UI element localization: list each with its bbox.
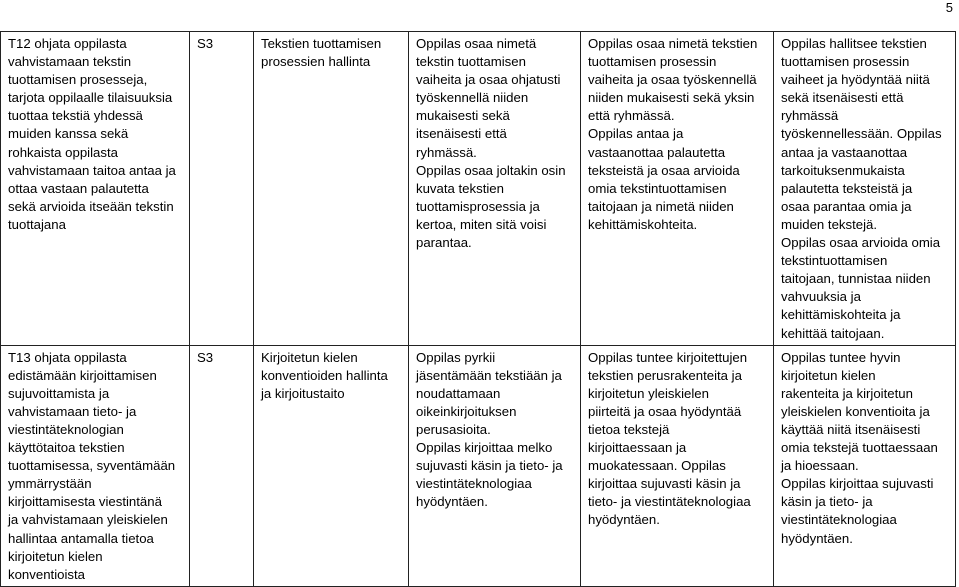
assessment-criteria-table bbox=[0, 31, 956, 587]
criteria-7-text: Oppilas osaa nimetä tekstien tuottamisen prosessin vaiheita ja osaa työskennellä niiden mukaisesti sekä yksin että ryhmässä. Oppilas antaa ja vastaanottaa palautetta teksteistä ja osaa arvioida omia tekstintuottamisen taitojaan ja nimetä niiden kehittämiskohteita. bbox=[588, 36, 758, 232]
criteria-8-cell bbox=[774, 345, 956, 586]
content-area-code: S3 bbox=[197, 36, 214, 51]
criteria-8-cell bbox=[774, 32, 956, 346]
criteria-5-text: Oppilas osaa nimetä tekstin tuottamisen vaiheita ja osaa ohjatusti työskennellä niiden mukaisesti sekä itsenäisesti että ryhmässä. Oppilas osaa joltakin osin kuvata tekstien tuottamisprosessia ja kertoa, miten sitä voisi parantaa. bbox=[416, 36, 566, 251]
goal-cell bbox=[1, 345, 190, 586]
goal-text: T12 ohjata oppilasta vahvistamaan tekstin tuottamisen prosesseja, tarjota oppilaalle tilaisuuksia tuottaa tekstiä yhdessä muiden kanssa sekä rohkaista oppilasta vahvistamaan taitoa antaa ja ottaa vastaan palautetta sekä arvioida itseään tekstin tuottajana bbox=[8, 36, 176, 232]
criteria-8-text: Oppilas hallitsee tekstien tuottamisen prosessin vaiheet ja hyödyntää niitä sekä itsenäisesti että ryhmässä työskennellessään. Oppilas antaa ja vastaanottaa tarkoituksenmukaista palautetta teksteistä ja osaa parantaa omia ja muiden tekstejä. Oppilas osaa arvioida omia tekstintuottamisen taitojaan, tunnistaa niiden vahvuuksia ja kehittämiskohteita ja kehittää taitojaan. bbox=[781, 36, 942, 341]
content-area-name-cell bbox=[254, 32, 409, 346]
goal-text: T13 ohjata oppilasta edistämään kirjoittamisen sujuvoittamista ja vahvistamaan tieto- ja viestintäteknologian käyttötaitoa tekstien tuottamisessa, syventämään ymmärrystään kirjoittamisesta viestintänä ja vahvistamaan yleiskielen hallintaa antamalla tietoa kirjoitetun kielen konventioista bbox=[8, 349, 176, 582]
goal-cell bbox=[1, 32, 190, 346]
criteria-8-text: Oppilas tuntee hyvin kirjoitetun kielen rakenteita ja kirjoitetun yleiskielen konventioita ja käyttää niitä itsenäisesti omia tekstejä tuottaessaan ja hioessaan. Oppilas kirjoittaa sujuvasti käsin ja tieto- ja viestintäteknologiaa hyödyntäen. bbox=[781, 349, 938, 546]
content-area-code: S3 bbox=[197, 349, 214, 365]
content-area-name: Tekstien tuottamisen prosessien hallinta bbox=[261, 36, 382, 70]
table-row bbox=[1, 32, 956, 346]
criteria-7-text: Oppilas tuntee kirjoitettujen tekstien perusrakenteita ja kirjoitetun yleiskielen piirteitä ja osaa hyödyntää tietoa tekstejä kirjoittaessaan ja muokatessaan. Oppilas kirjoittaa sujuvasti käsin ja tieto- ja viestintäteknologiaa hyödyntäen. bbox=[588, 349, 751, 528]
page-number: 5 bbox=[945, 0, 953, 15]
content-area-code-cell bbox=[190, 345, 254, 586]
content-area-name: Kirjoitetun kielen konventioiden hallinta ja kirjoitustaito bbox=[261, 349, 388, 401]
table-row bbox=[1, 345, 956, 586]
criteria-5-cell bbox=[409, 345, 581, 586]
content-area-name-cell bbox=[254, 345, 409, 586]
criteria-7-cell bbox=[581, 32, 774, 346]
content-area-code-cell bbox=[190, 32, 254, 346]
criteria-5-cell bbox=[409, 32, 581, 346]
criteria-7-cell bbox=[581, 345, 774, 586]
criteria-5-text: Oppilas pyrkii jäsentämään tekstiään ja noudattamaan oikeinkirjoituksen perusasioita. Oppilas kirjoittaa melko sujuvasti käsin ja tieto- ja viestintäteknologiaa hyödyntäen. bbox=[416, 349, 563, 510]
